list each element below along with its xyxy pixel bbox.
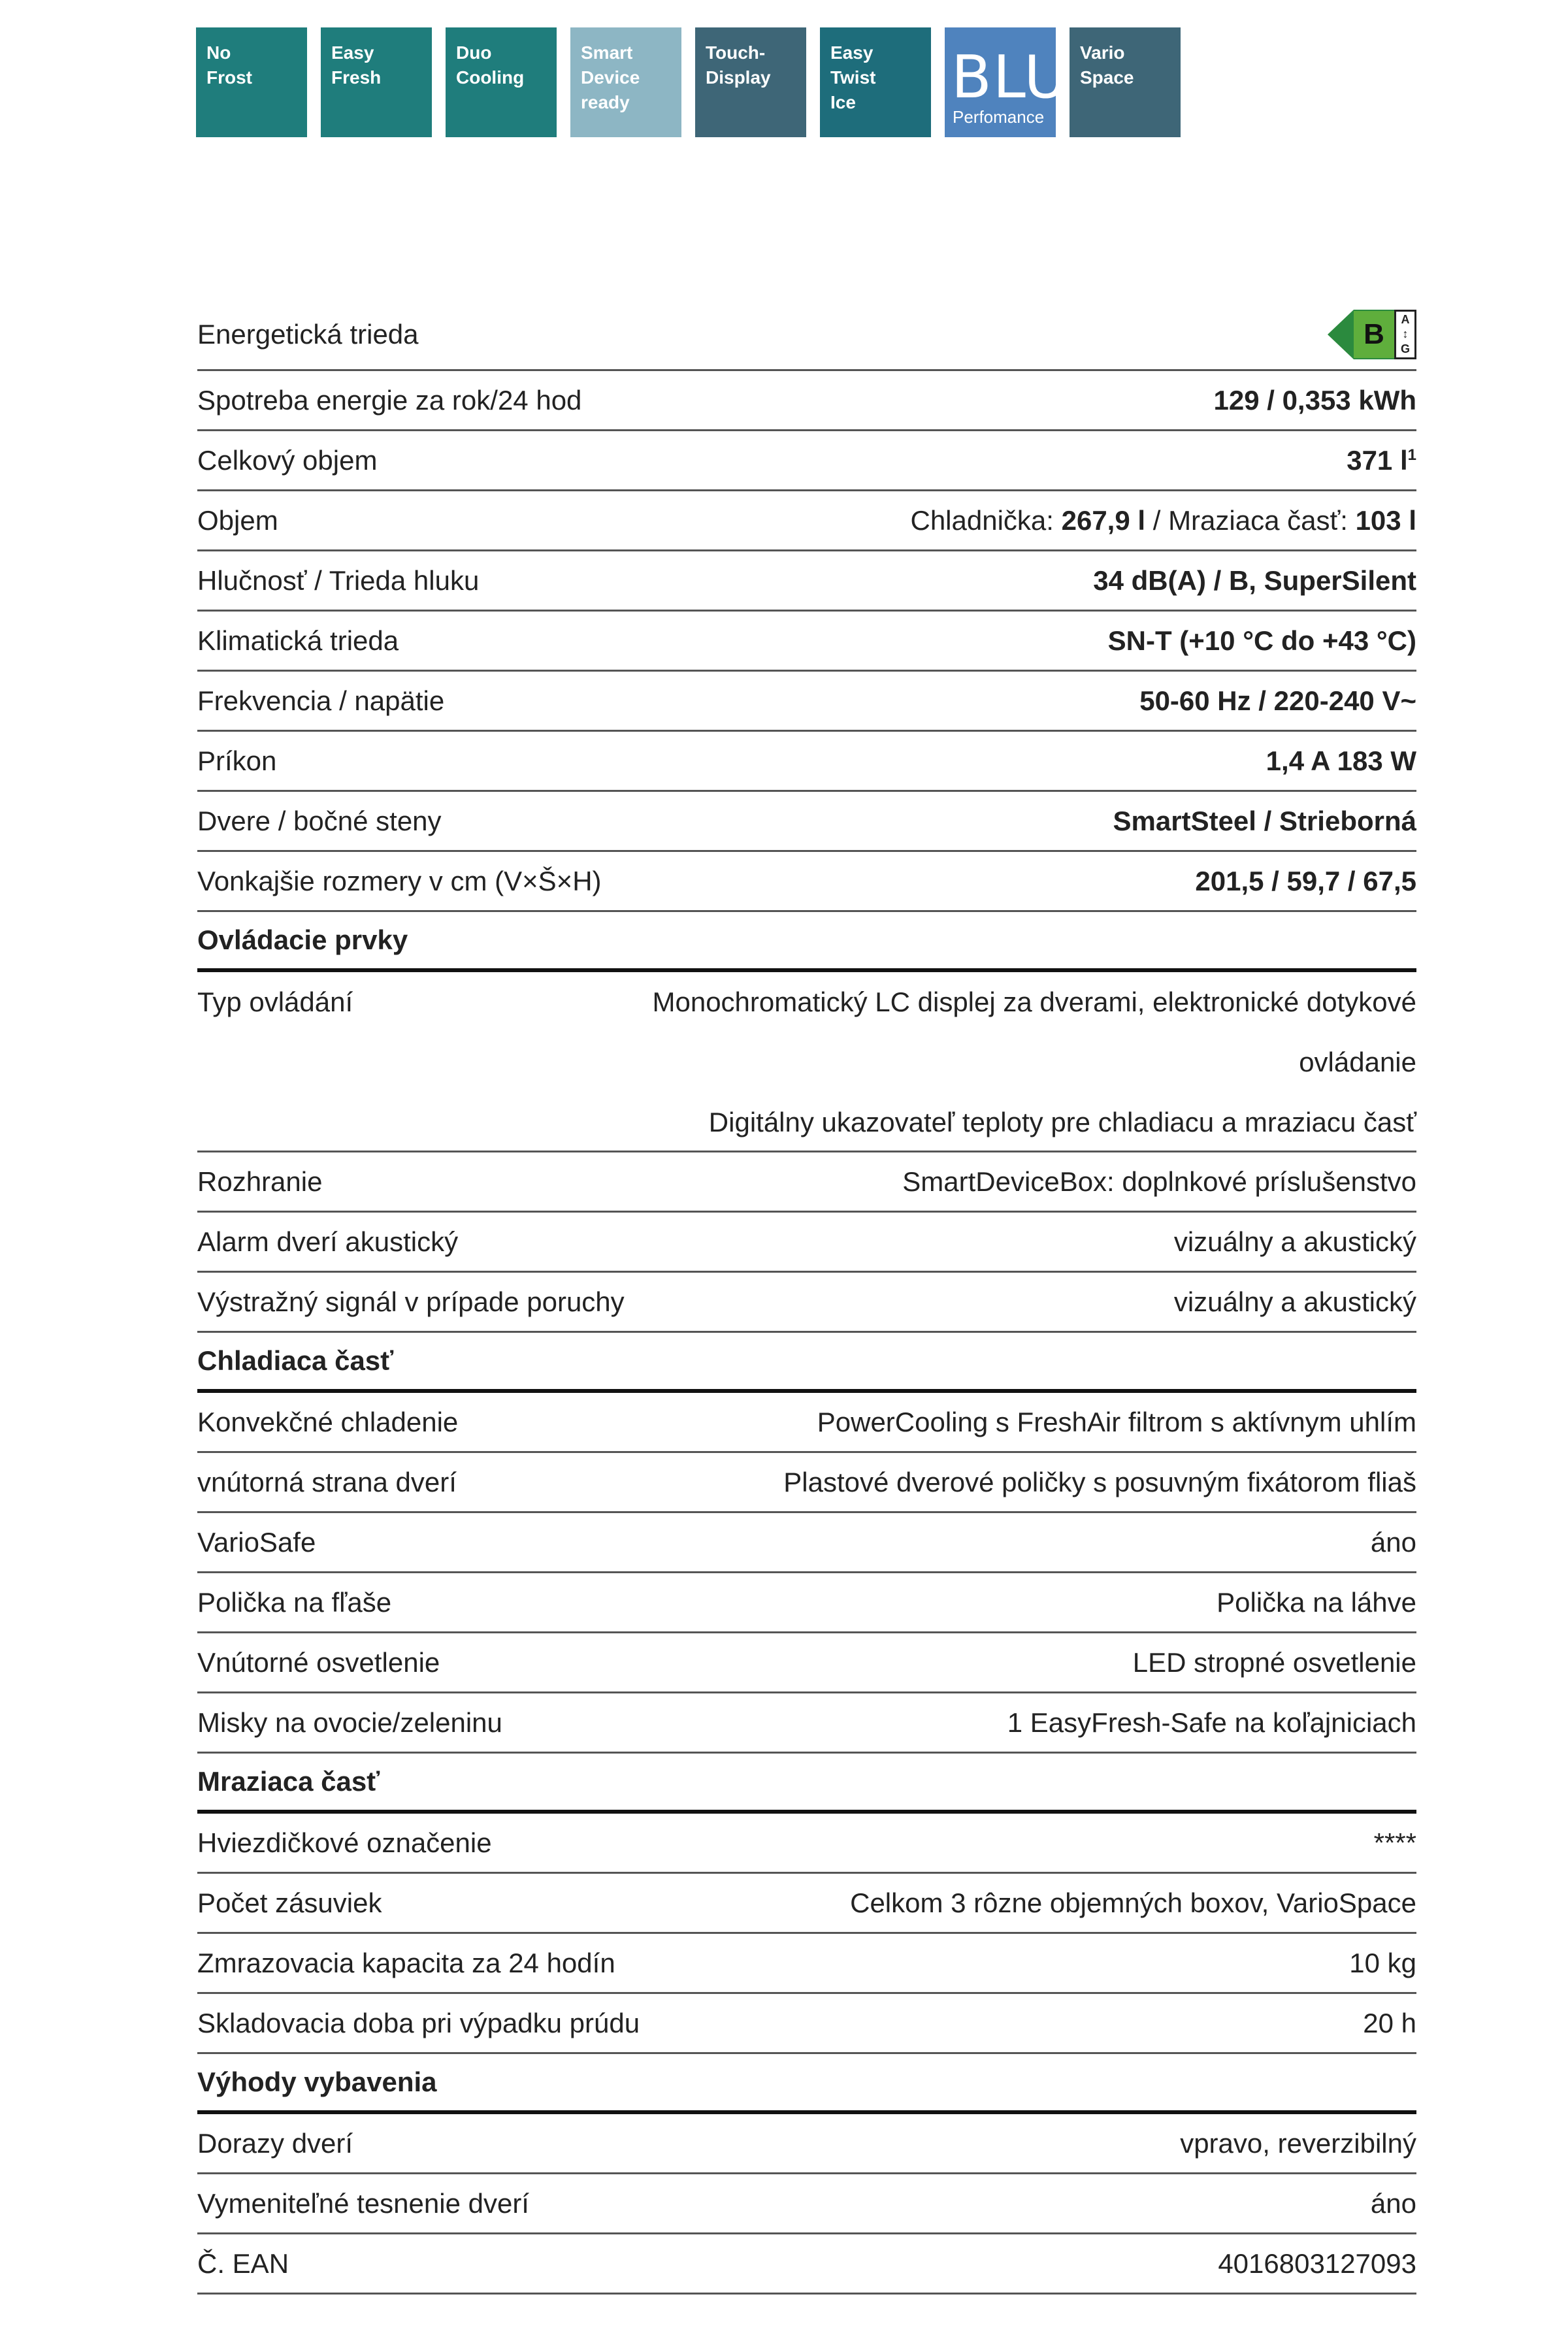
section-title: Mraziaca časť	[197, 1766, 380, 1797]
spec-row-climate-class	[197, 612, 1416, 672]
section-header-controls	[197, 912, 1416, 972]
spec-row-lighting	[197, 1633, 1416, 1693]
spec-label: Zmrazovacia kapacita za 24 hodín	[197, 1947, 615, 1978]
spec-value: vizuálny a akustický	[1173, 1286, 1416, 1317]
spec-row-storage-time	[197, 1994, 1416, 2054]
spec-label: Skladovacia doba pri výpadku prúdu	[197, 2007, 640, 2038]
spec-row-ean	[197, 2234, 1416, 2295]
spec-label: Celkový objem	[197, 444, 378, 476]
spec-row-star-rating	[197, 1814, 1416, 1874]
spec-label: Typ ovládání	[197, 987, 353, 1017]
spec-row-doors	[197, 792, 1416, 852]
energy-scale-top: A	[1401, 312, 1410, 326]
energy-class-value: B	[1354, 310, 1394, 359]
spec-value: Polička na láhve	[1217, 1586, 1416, 1618]
spec-label: Misky na ovocie/zeleninu	[197, 1707, 502, 1738]
spec-value: ****	[1373, 1827, 1416, 1858]
spec-value: SN-T (+10 °C do +43 °C)	[1107, 625, 1416, 656]
spec-row-drawers	[197, 1874, 1416, 1934]
spec-label: Č. EAN	[197, 2247, 289, 2279]
blu-logo-subtext: Perfomance	[953, 107, 1045, 127]
spec-label: Hviezdičkové označenie	[197, 1827, 492, 1858]
spec-value: 201,5 / 59,7 / 67,5	[1195, 865, 1416, 896]
spec-row-frequency	[197, 672, 1416, 732]
energy-scale	[1394, 310, 1416, 359]
spec-label: Spotreba energie za rok/24 hod	[197, 384, 582, 416]
control-type-line: Monochromatický LC displej za dverami, elektronické dotykové	[652, 987, 1416, 1017]
spec-table	[197, 299, 1416, 2295]
spec-row-power	[197, 732, 1416, 792]
section-title: Chladiaca časť	[197, 1345, 394, 1376]
spec-value: LED stropné osvetlenie	[1132, 1646, 1416, 1678]
spec-value: Celkom 3 rôzne objemných boxov, VarioSpace	[850, 1887, 1416, 1918]
spec-row-volume	[197, 491, 1416, 551]
section-title: Ovládacie prvky	[197, 924, 408, 955]
spec-value	[1347, 445, 1416, 476]
spec-value: 34 dB(A) / B, SuperSilent	[1093, 564, 1416, 596]
badge-easy-twist-ice: Easy Twist Ice	[820, 27, 931, 137]
section-title: Výhody vybavenia	[197, 2066, 437, 2097]
spec-label: Polička na fľaše	[197, 1586, 392, 1618]
spec-label: Výstražný signál v prípade poruchy	[197, 1286, 625, 1317]
spec-row-door-inside	[197, 1453, 1416, 1513]
spec-value: SmartSteel / Strieborná	[1113, 805, 1416, 836]
spec-label: vnútorná strana dverí	[197, 1466, 457, 1497]
spec-row-interface	[197, 1152, 1416, 1213]
spec-value	[653, 972, 1417, 1152]
total-volume-value: 371 l	[1347, 444, 1408, 476]
section-header-freezer	[197, 1754, 1416, 1814]
spec-row-noise	[197, 551, 1416, 612]
spec-label: Vymeniteľné tesnenie dverí	[197, 2187, 529, 2219]
control-type-line: ovládanie	[1299, 1047, 1416, 1077]
spec-row-bottle-shelf	[197, 1573, 1416, 1633]
spec-value	[910, 505, 1416, 536]
spec-row-door-alarm	[197, 1213, 1416, 1273]
spec-label: Vnútorné osvetlenie	[197, 1646, 440, 1678]
spec-row-fault-alarm	[197, 1273, 1416, 1333]
fridge-volume: 267,9 l	[1061, 504, 1146, 536]
spec-label: Objem	[197, 504, 278, 536]
spec-value: vizuálny a akustický	[1173, 1226, 1416, 1257]
spec-label: Dorazy dverí	[197, 2127, 353, 2159]
spec-row-dimensions	[197, 852, 1416, 912]
spec-row-energy-consumption	[197, 371, 1416, 431]
spec-label: Dvere / bočné steny	[197, 805, 442, 836]
spec-value: 129 / 0,353 kWh	[1213, 384, 1416, 416]
spec-value: 10 kg	[1349, 1947, 1416, 1978]
spec-value: áno	[1370, 1526, 1416, 1558]
badge-touch-display: Touch- Display	[695, 27, 806, 137]
energy-scale-arrow-icon: ↕	[1402, 327, 1409, 340]
spec-label: Vonkajšie rozmery v cm (V×Š×H)	[197, 865, 602, 896]
spec-row-door-hinge	[197, 2114, 1416, 2174]
badge-blu-performance	[945, 27, 1069, 137]
spec-value: Plastové dverové poličky s posuvným fixátorom fliaš	[783, 1466, 1416, 1497]
badge-duo-cooling: Duo Cooling	[446, 27, 557, 137]
badge-easy-fresh: Easy Fresh	[321, 27, 432, 137]
spec-row-control-type	[197, 972, 1416, 1152]
spec-row-convection	[197, 1393, 1416, 1453]
footnote-marker: 1	[1407, 446, 1416, 464]
spec-value: vpravo, reverzibilný	[1180, 2127, 1416, 2159]
spec-row-crisper	[197, 1693, 1416, 1754]
spec-value: 1,4 A 183 W	[1266, 745, 1416, 776]
spec-row-door-seal	[197, 2174, 1416, 2234]
spec-label: Príkon	[197, 745, 277, 776]
section-header-cooling	[197, 1333, 1416, 1393]
spec-label: Alarm dverí akustický	[197, 1226, 459, 1257]
spec-label: Hlučnosť / Trieda hluku	[197, 564, 480, 596]
spec-label: Frekvencia / napätie	[197, 685, 445, 716]
spec-value: 4016803127093	[1218, 2247, 1416, 2279]
fridge-label: Chladnička:	[910, 504, 1062, 536]
spec-value: PowerCooling s FreshAir filtrom s aktívnym uhlím	[817, 1406, 1416, 1437]
energy-class-row	[197, 299, 1416, 371]
spec-value: SmartDeviceBox: doplnkové príslušenstvo	[902, 1166, 1416, 1197]
energy-arrow-shape	[1328, 310, 1354, 359]
energy-class-label: Energetická trieda	[197, 318, 419, 350]
spec-row-total-volume	[197, 431, 1416, 491]
freezer-label: / Mraziaca časť:	[1145, 504, 1356, 536]
spec-label: Rozhranie	[197, 1166, 323, 1197]
spec-label: Konvekčné chladenie	[197, 1406, 459, 1437]
spec-label: Klimatická trieda	[197, 625, 399, 656]
energy-label-icon	[1328, 310, 1416, 359]
badge-vario-space: Vario Space	[1070, 27, 1181, 137]
badge-no-frost: No Frost	[196, 27, 307, 137]
blu-logo-text: BLU	[951, 43, 1069, 112]
spec-label: VarioSafe	[197, 1526, 316, 1558]
spec-value: 20 h	[1363, 2007, 1416, 2038]
section-header-benefits	[197, 2054, 1416, 2114]
spec-value: 1 EasyFresh-Safe na koľajniciach	[1007, 1707, 1416, 1738]
energy-scale-bottom: G	[1400, 342, 1410, 355]
spec-label: Počet zásuviek	[197, 1887, 382, 1918]
badge-smart-device-ready: Smart Device ready	[570, 27, 681, 137]
spec-value: 50-60 Hz / 220-240 V~	[1139, 685, 1416, 716]
spec-row-freeze-capacity	[197, 1934, 1416, 1994]
control-type-line: Digitálny ukazovateľ teploty pre chladiacu a mraziacu časť	[708, 1107, 1416, 1137]
spec-value: áno	[1370, 2187, 1416, 2219]
freezer-volume: 103 l	[1355, 504, 1416, 536]
feature-badges	[196, 27, 1181, 137]
spec-row-variosafe	[197, 1513, 1416, 1573]
